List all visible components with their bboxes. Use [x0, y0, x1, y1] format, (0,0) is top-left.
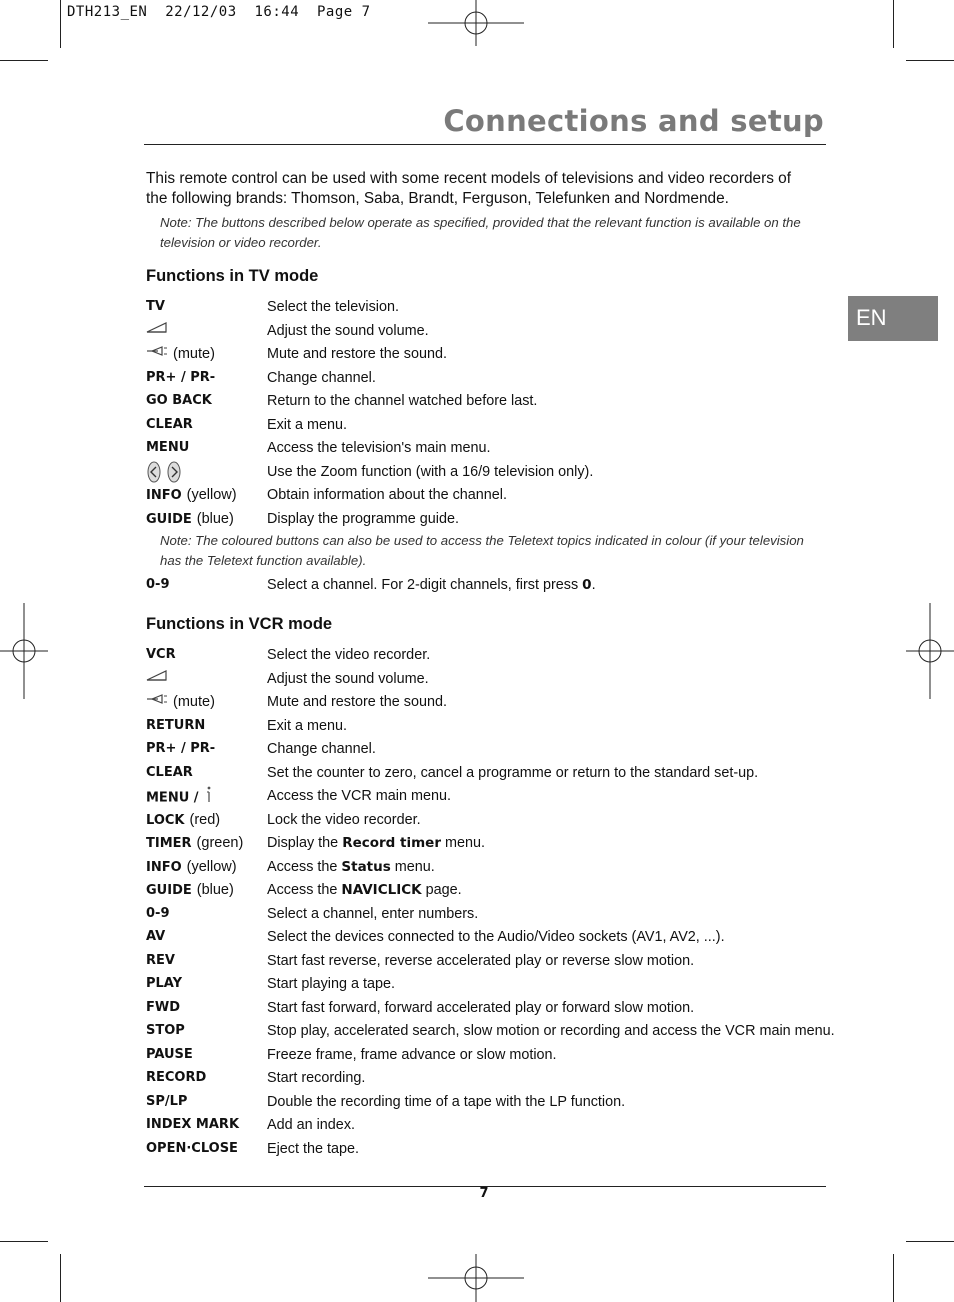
function-row [146, 668, 826, 690]
function-row [146, 903, 826, 925]
note-paragraph: Note: The buttons described below operate as specified, provided that the relevant function is available on the television or video recorder. [160, 215, 801, 250]
button-label: PLAY [146, 976, 183, 991]
intro-paragraph: This remote control can be used with some recent models of televisions and video recorders of the following brands: Thomson, Saba, Brandt, Ferguson, Telefunken and Nordmende. [146, 170, 792, 207]
function-row [146, 1044, 826, 1066]
crop-mark [0, 1241, 48, 1242]
function-row [146, 296, 826, 318]
button-label: PR+ / PR- [146, 369, 216, 385]
registration-mark-icon [428, 1254, 526, 1302]
function-row [146, 785, 826, 807]
button-name [146, 296, 165, 318]
function-description: Start recording. [267, 1070, 366, 1086]
function-row [146, 1020, 835, 1042]
button-label: GUIDE [146, 511, 192, 527]
function-description: Exit a menu. [267, 416, 347, 433]
button-color-note: (mute) [173, 346, 215, 362]
button-label: INFO [146, 859, 182, 875]
button-label: MENU / [146, 790, 199, 806]
function-description: Mute and restore the sound. [267, 694, 447, 710]
button-label: 0-9 [146, 905, 170, 921]
button-name [146, 762, 193, 784]
function-row [146, 1114, 826, 1136]
button-color-note: (yellow) [186, 858, 237, 875]
function-description: Lock the video recorder. [267, 811, 421, 828]
button-name [146, 437, 189, 459]
function-description: Display the programme guide. [267, 510, 459, 527]
function-description: Set the counter to zero, cancel a programme or return to the standard set-up. [267, 764, 759, 781]
function-description: Start fast reverse, reverse accelerated play or reverse slow motion. [267, 952, 695, 969]
title-rule [144, 144, 826, 145]
button-color-note: (yellow) [186, 487, 237, 503]
volume-icon [146, 320, 168, 342]
function-description: Exit a menu. [267, 717, 347, 734]
button-name [146, 973, 182, 995]
function-row [146, 1138, 826, 1160]
crop-mark [60, 0, 61, 48]
function-description: Add an index. [267, 1117, 356, 1133]
function-row [146, 390, 826, 412]
button-color-note: (blue) [196, 882, 234, 898]
function-row [146, 762, 826, 784]
crop-mark [906, 1241, 954, 1242]
function-description: Return to the channel watched before last. [267, 393, 538, 409]
button-color-note: (green) [196, 835, 244, 851]
button-label: PAUSE [146, 1046, 193, 1062]
function-description: Change channel. [267, 741, 376, 757]
function-description: Access the VCR main menu. [267, 788, 451, 804]
function-row [146, 508, 826, 530]
function-row [146, 879, 826, 901]
function-description: Select a channel. For 2-digit channels, first press 0. [267, 577, 596, 593]
button-name [146, 997, 180, 1019]
button-color-note: (mute) [173, 694, 215, 710]
button-color-note: (blue) [196, 510, 234, 527]
button-label: GO BACK [146, 393, 212, 408]
function-description: Use the Zoom function (with a 16/9 television only). [267, 463, 594, 480]
function-row [146, 1091, 826, 1113]
function-row [146, 367, 826, 389]
function-row [146, 691, 826, 713]
function-description: Display the Record timer menu. [267, 835, 485, 851]
function-row [146, 926, 826, 948]
volume-icon [146, 668, 168, 690]
button-label: STOP [146, 1023, 185, 1038]
function-description: Start playing a tape. [267, 976, 395, 992]
button-name [146, 1020, 185, 1042]
function-row [146, 343, 826, 365]
function-description: Select a channel, enter numbers. [267, 905, 479, 922]
function-description: Select the video recorder. [267, 647, 431, 663]
function-row [146, 414, 826, 436]
language-tab: EN [848, 296, 938, 341]
registration-mark-icon [904, 603, 954, 699]
tv-section-heading: Functions in TV mode [146, 267, 319, 285]
function-row [146, 1067, 826, 1089]
button-name [146, 484, 237, 507]
button-name [146, 1138, 238, 1160]
function-row [146, 484, 826, 506]
button-name [146, 738, 215, 760]
button-name [146, 343, 215, 366]
function-description: Start fast forward, forward accelerated play or forward slow motion. [267, 999, 695, 1016]
mute-icon [146, 692, 168, 714]
button-label: SP/LP [146, 1093, 188, 1109]
button-name [146, 809, 220, 832]
button-name: 0-9 [146, 577, 170, 592]
button-label: AV [146, 929, 166, 944]
crop-mark [60, 1254, 61, 1302]
button-name [146, 832, 243, 855]
button-label: LOCK [146, 812, 185, 828]
button-name [146, 856, 237, 879]
button-name [146, 1067, 206, 1089]
function-description: Obtain information about the channel. [267, 487, 508, 503]
button-name [146, 668, 168, 691]
button-name [146, 1044, 193, 1066]
info-i-icon [204, 785, 214, 811]
function-row [146, 738, 826, 760]
function-row [146, 832, 826, 854]
button-label: OPEN·CLOSE [146, 1140, 238, 1156]
function-row [146, 461, 826, 483]
function-row [146, 574, 826, 596]
button-name [146, 903, 170, 925]
function-row [146, 320, 826, 342]
function-description: Adjust the sound volume. [267, 322, 429, 339]
button-label: TIMER [146, 836, 192, 851]
function-row [146, 644, 826, 666]
crop-mark [906, 60, 954, 61]
function-description: Access the Status menu. [267, 858, 435, 875]
button-name [146, 950, 175, 972]
button-label: PR+ / PR- [146, 741, 216, 756]
function-row [146, 856, 826, 878]
function-row [146, 437, 826, 459]
mute-icon [146, 344, 168, 366]
function-description: Adjust the sound volume. [267, 670, 429, 687]
button-name [146, 785, 214, 811]
button-label: INDEX MARK [146, 1117, 240, 1132]
button-name [146, 644, 176, 666]
button-name [146, 414, 193, 436]
page-number: 7 [479, 1186, 489, 1201]
function-description: Access the NAVICLICK page. [267, 882, 462, 898]
function-description: Eject the tape. [267, 1140, 360, 1157]
crop-mark [0, 60, 48, 61]
teletext-note: Note: The coloured buttons can also be used to access the Teletext topics indicated in colour (if your television has the Teletext function available). [160, 533, 804, 568]
button-name [146, 390, 212, 412]
registration-mark-icon [0, 603, 50, 699]
button-label: CLEAR [146, 416, 193, 432]
crop-mark [893, 0, 894, 48]
button-label: REV [146, 952, 175, 968]
button-name [146, 1091, 187, 1113]
crop-mark [893, 1254, 894, 1302]
button-name [146, 879, 234, 902]
function-description: Access the television's main menu. [267, 440, 491, 456]
button-name [146, 1114, 239, 1136]
function-description: Mute and restore the sound. [267, 346, 447, 362]
button-label: VCR [146, 647, 176, 662]
function-description: Change channel. [267, 369, 376, 386]
function-row [146, 809, 826, 831]
button-color-note: (red) [189, 811, 221, 828]
button-label: GUIDE [146, 883, 192, 898]
button-name [146, 508, 234, 531]
button-name [146, 691, 215, 714]
button-name [146, 715, 205, 737]
button-name [146, 320, 168, 343]
button-label: TV [146, 299, 165, 314]
function-description: Double the recording time of a tape with the LP function. [267, 1093, 626, 1110]
function-description: Select the devices connected to the Audio/Video sockets (AV1, AV2, ...). [267, 929, 725, 945]
function-description: Freeze frame, frame advance or slow motion. [267, 1046, 557, 1063]
function-description: Stop play, accelerated search, slow motion or recording and access the VCR main menu. [267, 1023, 835, 1039]
vcr-section-heading: Functions in VCR mode [146, 615, 333, 633]
button-label: INFO [146, 488, 182, 503]
registration-mark-icon [428, 0, 526, 48]
button-name [146, 367, 215, 389]
function-row [146, 973, 826, 995]
button-label: RETURN [146, 717, 206, 733]
button-label: CLEAR [146, 764, 193, 780]
function-description: Select the television. [267, 299, 399, 315]
button-label: FWD [146, 999, 181, 1015]
function-row [146, 715, 826, 737]
button-name [146, 926, 165, 948]
function-row [146, 997, 826, 1019]
page-title: Connections and setup [443, 104, 824, 138]
function-row [146, 950, 826, 972]
button-label: MENU [146, 440, 190, 455]
button-label: RECORD [146, 1070, 207, 1085]
print-slug: DTH213_EN 22/12/03 16:44 Page 7 [67, 4, 371, 20]
